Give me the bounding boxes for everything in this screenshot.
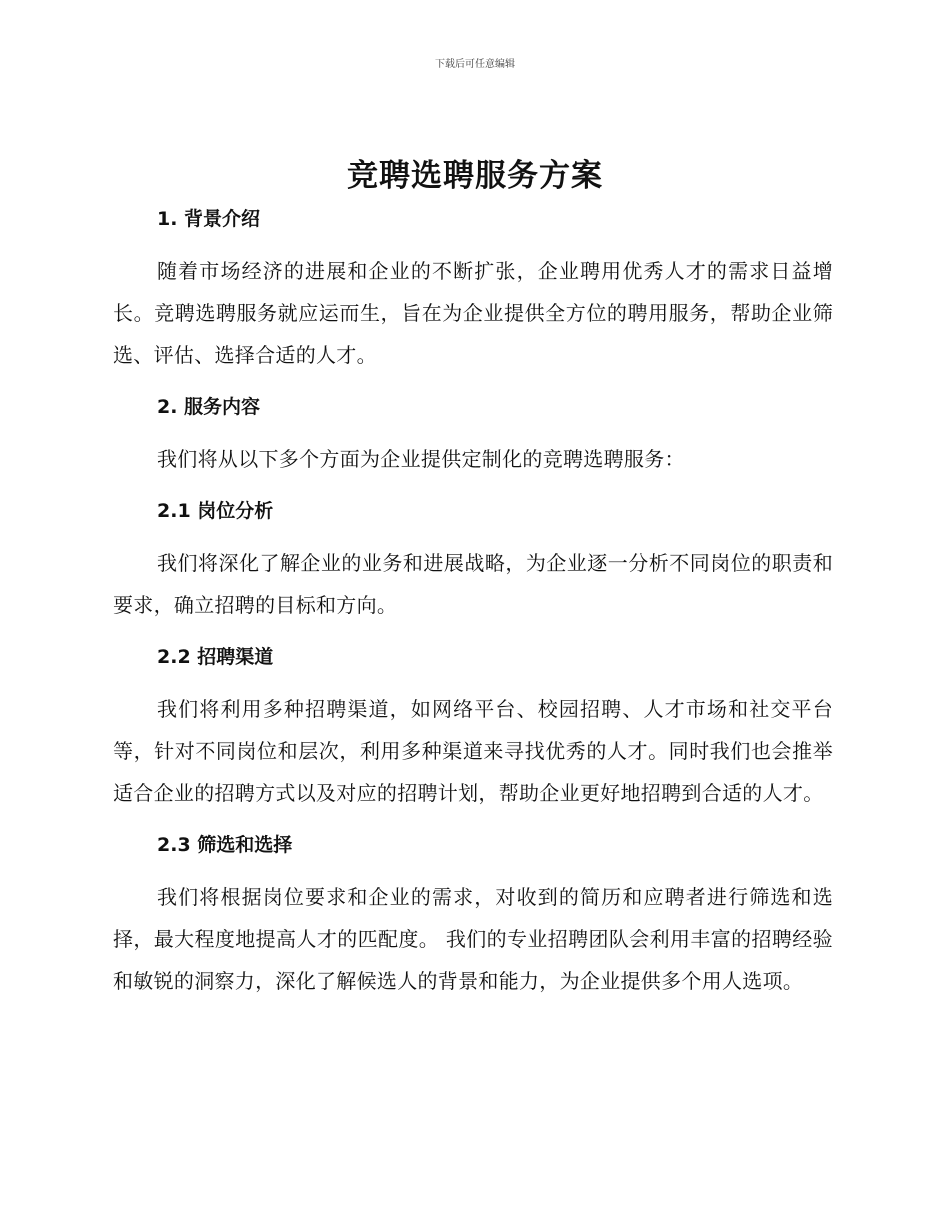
section-heading: 2.1 岗位分析 (157, 500, 274, 522)
section-heading: 1. 背景介绍 (157, 208, 261, 230)
section-service-content (113, 388, 833, 492)
section-screening-selection (113, 826, 833, 1002)
section-paragraph: 我们将深化了解企业的业务和进展战略，为企业逐一分析不同岗位的职责和要求，确立招聘的目标和方向。 (113, 551, 833, 617)
section-heading: 2. 服务内容 (157, 396, 261, 418)
section-background (113, 200, 833, 388)
section-paragraph: 我们将根据岗位要求和企业的需求，对收到的简历和应聘者进行筛选和选择，最大程度地提高人才的匹配度。 我们的专业招聘团队会利用丰富的招聘经验和敏锐的洞察力，深化了解候选人的背景和能力，为企业提供多个用人选项。 (113, 885, 833, 993)
document-body (113, 200, 833, 1002)
section-heading: 2.2 招聘渠道 (157, 646, 274, 668)
section-paragraph: 随着市场经济的进展和企业的不断扩张，企业聘用优秀人才的需求日益增长。竞聘选聘服务就应运而生，旨在为企业提供全方位的聘用服务，帮助企业筛选、评估、选择合适的人才。 (113, 259, 833, 367)
section-heading: 2.3 筛选和选择 (157, 834, 293, 856)
section-recruitment-channels (113, 638, 833, 826)
section-position-analysis (113, 492, 833, 638)
document-title: 竞聘选聘服务方案 (347, 158, 603, 194)
section-paragraph: 我们将从以下多个方面为企业提供定制化的竞聘选聘服务： (157, 447, 685, 471)
header-note: 下载后可任意编辑 (435, 59, 515, 70)
section-paragraph: 我们将利用多种招聘渠道，如网络平台、校园招聘、人才市场和社交平台等，针对不同岗位和层次，利用多种渠道来寻找优秀的人才。同时我们也会推举适合企业的招聘方式以及对应的招聘计划，帮助企业更好地招聘到合适的人才。 (113, 697, 833, 805)
